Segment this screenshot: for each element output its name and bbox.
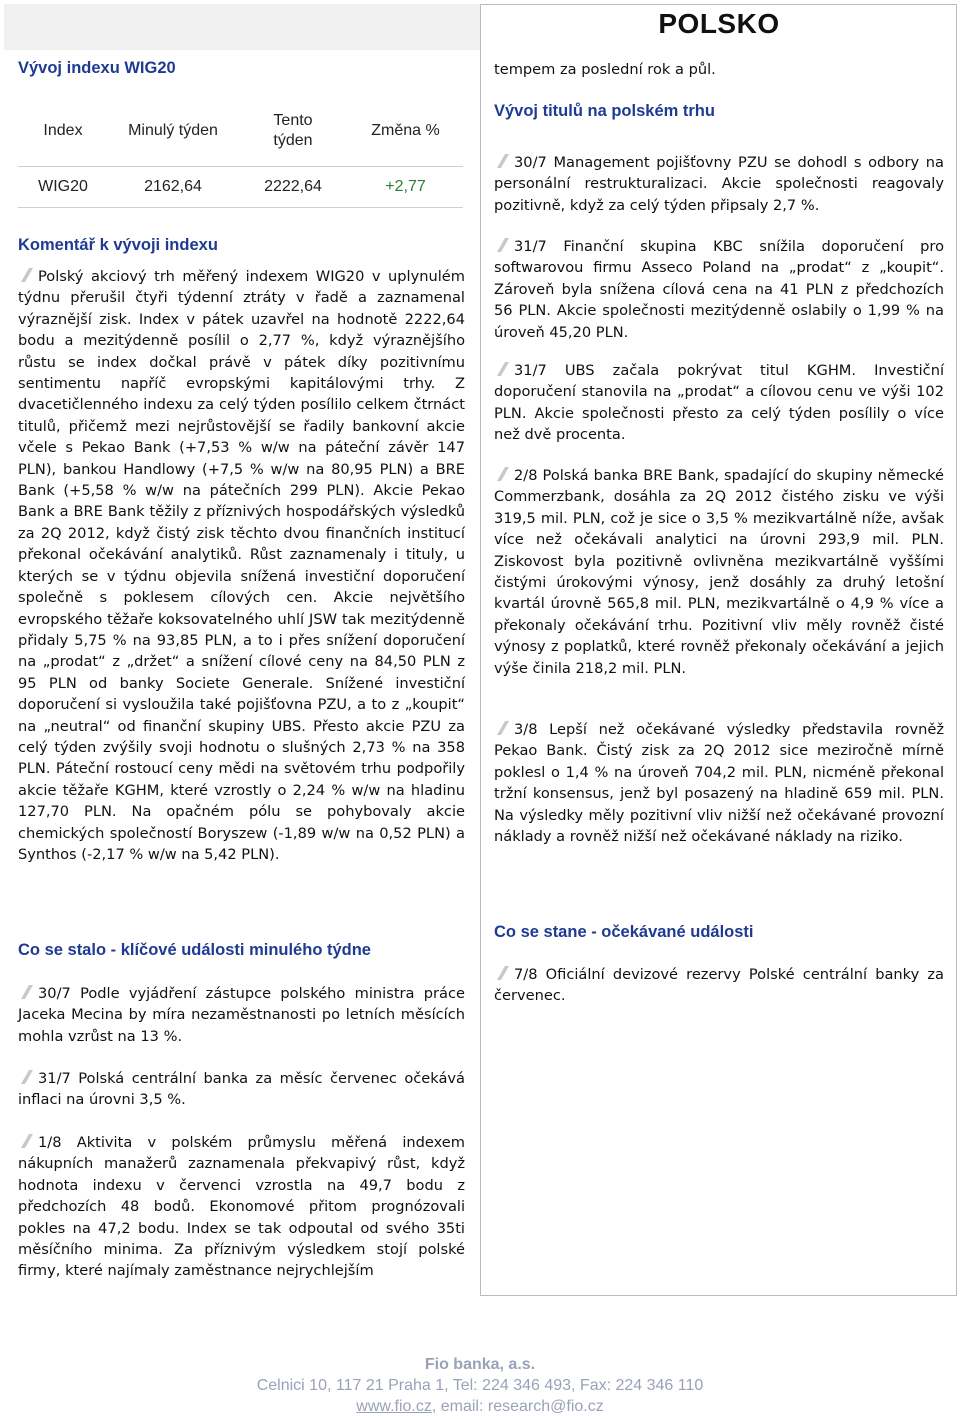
list-item [18,1132,465,1282]
commentary-text: Polský akciový trh měřený indexem WIG20 v uplynulém týdnu přerušil čtyři týdenní ztráty v řadě a zaznamenal výraznější zisk. Index v pátek uzavřel na hodnotě 2222,64 bodu a mezitýdenně posílil o 2,77 %, když výraznějšího růstu se index dočkal právě v pátek díky pozitivnímu sentimentu napříč evropskými kapitálovými trhy. Z dvacetičlenného indexu za celý týden posílilo celkem čtrnáct titulů, přičemž mezi nejrůstovější se řadily bankovní akcie včele s Pekao Bank (+7,53 % w/w na páteční závěr 147 PLN), bankou Handlowy (+7,5 % w/w na 80,95 PLN) a BRE Bank (+5,58 % w/w na pátečních 299 PLN). Akcie Pekao Bank a BRE Bank těžily z příznivých hospodářských výsledků za 2Q 2012, když čistý zisk těchto dvou finančních institucí překonal očekávání analytiků. Růst zaznamenaly i tituly, u kterých se v týdnu objevila snížená investiční doporučení společně s poklesem cílových cen. Akcie největšího evropského těžaře koksovatelného uhlí JSW tak mezitýdenně přidaly 5,75 % na 93,85 PLN, a to i přes snížení doporučení na „prodat“ z „držet“ a snížení cílové ceny na 84,50 PLN z 95 PLN od banky Societe Generale. Snížené investiční doporučení si vysloužila také pojišťovna PZU, a to z „koupit“ na „neutral“ od finanční skupiny UBS. Přesto akcie PZU za celý týden zvýšily svoji hodnotu o slušných 2,73 % na 358 PLN. Páteční rostoucí ceny mědi na světovém trhu podpořily akcie těžaře KGHM, které vzrostly o 2,24 % w/w na hladinu 127,70 PLN. Na opačném pólu se pohybovaly akcie chemických společností Boryszew (-1,89 w/w na 0,52 PLN) a Synthos (-2,17 % w/w na 5,42 PLN). [18,268,465,863]
commentary-heading: Komentář k vývoji indexu [18,236,218,254]
bullet-slash-icon [18,985,38,999]
footer-company: Fio banka, a.s. [424,1356,536,1373]
table-cell: WIG20 [18,167,108,208]
table-header-cell [238,96,348,167]
column-divider [480,4,481,1296]
list-item [494,465,944,679]
index-heading: Vývoj indexu WIG20 [18,59,176,77]
continuation-text: tempem za poslední rok a půl. [494,61,716,78]
table-cell: 2162,64 [108,167,238,208]
list-item [18,983,465,1047]
bullet-slash-icon [494,966,514,980]
titles-heading: Vývoj titulů na polském trhu [494,102,715,120]
list-item [18,1068,465,1111]
expected-heading: Co se stane - očekávané události [494,923,754,941]
left-header-band [4,4,481,50]
title-text: 2/8 Polská banka BRE Bank, spadající do skupiny německé Commerzbank, dosáhla za 2Q 2012 čistého zisku ve výši 319,5 mil. PLN, což je sice o 3,5 % mezikvartálně níže, avšak více než očekávali analytici na úrovni 293,9 mil. PLN. Ziskovost byla pozitivně ovlivněna mezikvartálně vyššími čistými úrokovými výnosy, jenž dosáhly za druhý letošní kvartál úrovně 565,8 mil. PLN, mezikvartálně o 4,9 % více a překonaly očekávání trhu. Pozitivní vliv měly rovněž čisté výnosy z poplatků, které rovněž překonaly očekávání a jejich výše činila 218,2 mil. PLN. [494,467,944,677]
commentary-paragraph [18,266,465,865]
title-text: 30/7 Management pojišťovny PZU se dohodl s odbory na personální restrukturalizaci. Akcie společnosti reagovaly pozitivně, když za celý týden připsaly 2,7 %. [494,154,944,214]
table-header-cell: Index [43,122,83,139]
footer-email: , email: research@fio.cz [431,1398,604,1415]
website-link[interactable]: www.fio.cz [356,1398,432,1415]
events-heading: Co se stalo - klíčové události minulého týdne [18,941,371,959]
bullet-slash-icon [494,154,514,168]
bullet-slash-icon [18,1070,38,1084]
title-text: 31/7 Finanční skupina KBC snížila doporučení pro softwarovou firmu Asseco Poland na „prodat“ z „koupit“. Zároveň byla snížena cílová cena na 41 PLN z předchozích 56 PLN. Akcie společnosti mezitýdenně oslabily o 1,99 % na úroveň 45,20 PLN. [494,238,944,341]
list-item [494,236,944,343]
page-title: POLSKO [658,8,780,39]
bullet-slash-icon [18,1134,38,1148]
table-header-label: Tento týden [273,112,313,149]
table-cell-change: +2,77 [348,167,463,208]
footer-address: Celnici 10, 117 21 Praha 1, Tel: 224 346 493, Fax: 224 346 110 [256,1377,704,1394]
event-text: 30/7 Podle vyjádření zástupce polského ministra práce Jaceka Mecina by míra nezaměstnanosti po letních měsících mohla vzrůst na 13 %. [18,985,465,1045]
table-header-cell: Změna % [371,122,440,139]
bullet-slash-icon [494,721,514,735]
event-text: 31/7 Polská centrální banka za měsíc červenec očekává inflaci na úrovni 3,5 %. [18,1070,465,1109]
bullet-slash-icon [18,268,38,282]
table-row [18,167,463,208]
list-item [494,719,944,847]
list-item [494,964,944,1007]
expected-text: 7/8 Oficiální devizové rezervy Polské centrální banky za červenec. [494,966,944,1005]
title-text: 31/7 UBS začala pokrývat titul KGHM. Investiční doporučení stanovila na „prodat“ a cílovou cenu ve výši 102 PLN. Akcie společnosti přesto za celý týden posílily o více než dvě procenta. [494,362,944,444]
bullet-slash-icon [494,238,514,252]
list-item [494,360,944,446]
table-header-cell: Minulý týden [128,122,218,139]
title-text: 3/8 Lepší než očekávané výsledky představila rovněž Pekao Bank. Čistý zisk za 2Q 2012 sice meziročně mírně poklesl o 1,4 % na úroveň 704,2 mil. PLN, nicméně překonal tržní konsensus, jenž byl posazený na hladině 659 mil. PLN. Na výsledky měly pozitivní vliv nižší než očekávané provozní náklady a rovněž nižší než očekávané náklady na riziko. [494,721,944,846]
event-text: 1/8 Aktivita v polském průmyslu měřená indexem nákupních manažerů zaznamenala překvapivý růst, když hodnota indexu v červenci vzrostla na 49,7 bodu z předchozích 48 bodů. Ekonomové přitom prognózovali pokles na 47,2 bodu. Index se tak odpoutal od svého 35ti měsíčního minima. Za příznivým výsledkem stojí polské firmy, které najímaly zaměstnance nejrychlejším [18,1134,465,1280]
list-item [494,152,944,216]
bullet-slash-icon [494,467,514,481]
index-table [18,96,463,208]
table-header-row [18,96,463,167]
footer-contact [0,1398,960,1416]
table-cell: 2222,64 [238,167,348,208]
bullet-slash-icon [494,362,514,376]
